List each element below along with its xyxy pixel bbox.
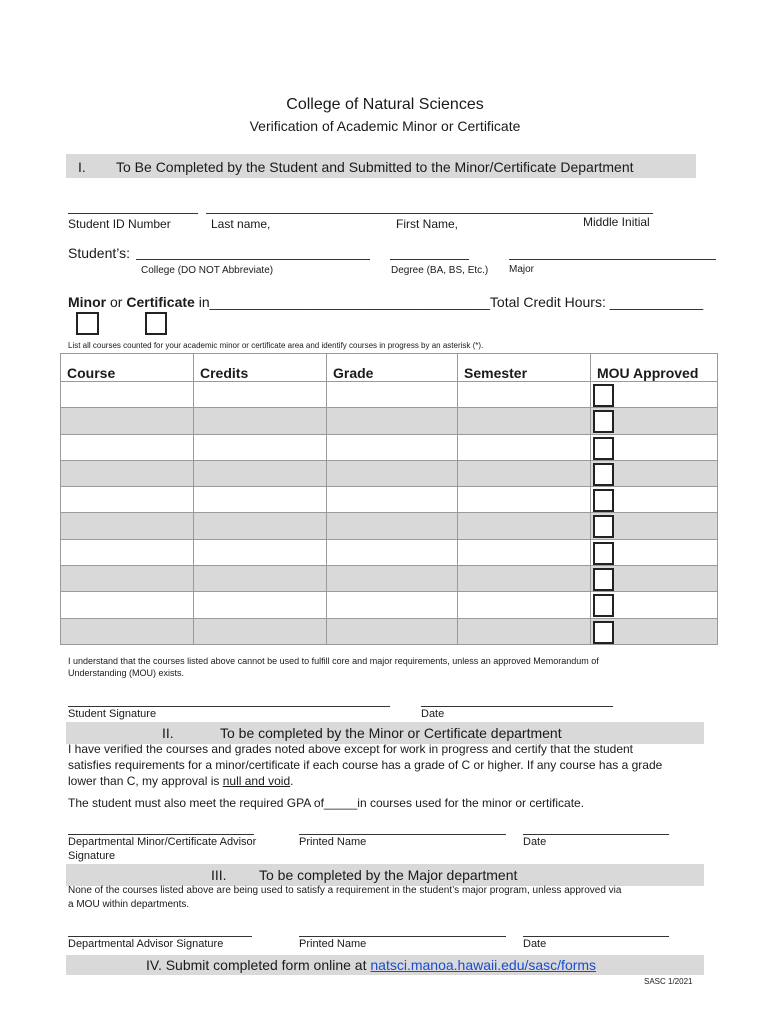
major-text-line-1: None of the courses listed above are being used to satisfy a requirement in the student’s major program, unless approved via	[68, 885, 622, 896]
semester-cell[interactable]	[458, 434, 591, 460]
courses-table	[60, 353, 718, 645]
course-cell[interactable]	[61, 566, 194, 592]
semester-cell[interactable]	[458, 566, 591, 592]
grade-cell[interactable]	[327, 566, 458, 592]
credits-cell[interactable]	[194, 408, 327, 434]
mou-checkbox[interactable]	[593, 437, 614, 460]
major-printed-name-label: Printed Name	[299, 938, 367, 950]
major-date-label: Date	[523, 938, 547, 950]
student-id-line[interactable]	[68, 213, 198, 214]
submit-form-link[interactable]: natsci.manoa.hawaii.edu/sasc/forms	[370, 957, 597, 973]
course-cell[interactable]	[61, 460, 194, 486]
mou-cell	[591, 487, 718, 513]
minor-printed-name-line[interactable]	[299, 834, 506, 835]
course-cell[interactable]	[61, 539, 194, 565]
middle-initial-label: Middle Initial	[583, 215, 650, 229]
mou-cell	[591, 434, 718, 460]
minor-certificate-line	[68, 294, 703, 310]
credits-cell[interactable]	[194, 460, 327, 486]
mou-checkbox[interactable]	[593, 384, 614, 407]
credits-cell[interactable]	[194, 566, 327, 592]
semester-cell[interactable]	[458, 513, 591, 539]
verify-text-line-1: I have verified the courses and grades noted above except for work in progress and certify that the student	[68, 742, 633, 756]
credits-cell[interactable]	[194, 434, 327, 460]
form-title: College of Natural Sciences	[286, 96, 484, 113]
semester-cell[interactable]	[458, 592, 591, 618]
table-row	[61, 618, 718, 644]
mou-checkbox[interactable]	[593, 594, 614, 617]
courses-header-row	[61, 354, 718, 382]
course-instructions: List all courses counted for your academic minor or certificate area and identify courses in progress by an asterisk (*).	[68, 341, 484, 350]
section-1-heading: To Be Completed by the Student and Submitted to the Minor/Certificate Department	[116, 159, 634, 175]
mou-cell	[591, 460, 718, 486]
mou-checkbox[interactable]	[593, 542, 614, 565]
col-credits: Credits	[194, 354, 327, 382]
verify-text-post: .	[290, 774, 294, 788]
understand-text-line-2: Understanding (MOU) exists.	[68, 668, 185, 678]
table-row	[61, 460, 718, 486]
grade-cell[interactable]	[327, 513, 458, 539]
major-text-line-2: a MOU within departments.	[68, 899, 190, 910]
mou-cell	[591, 539, 718, 565]
certificate-checkbox[interactable]	[145, 312, 167, 335]
verify-text-line-3	[68, 774, 293, 788]
credits-cell[interactable]	[194, 618, 327, 644]
grade-cell[interactable]	[327, 408, 458, 434]
minor-label: Minor	[68, 294, 107, 310]
college-line[interactable]	[136, 259, 370, 260]
college-label: College (DO NOT Abbreviate)	[141, 265, 274, 276]
col-mou-approved: MOU Approved	[591, 354, 718, 382]
table-row	[61, 487, 718, 513]
mou-cell	[591, 592, 718, 618]
minor-date-label: Date	[523, 836, 547, 848]
semester-cell[interactable]	[458, 487, 591, 513]
credits-cell[interactable]	[194, 513, 327, 539]
mou-cell	[591, 513, 718, 539]
degree-line[interactable]	[390, 259, 469, 260]
mou-checkbox[interactable]	[593, 515, 614, 538]
minor-advisor-label-2: Signature	[68, 850, 116, 862]
student-signature-line[interactable]	[68, 706, 390, 707]
or-text: or	[106, 294, 127, 310]
last-name-label: Last name,	[211, 217, 271, 231]
name-line[interactable]	[206, 213, 653, 214]
verify-text-line-2: satisfies requirements for a minor/certificate if each course has a grade of C or higher. If any course has a grade	[68, 758, 663, 772]
semester-cell[interactable]	[458, 460, 591, 486]
semester-cell[interactable]	[458, 539, 591, 565]
null-and-void-text: null and void	[222, 774, 291, 788]
form-subtitle: Verification of Academic Minor or Certificate	[249, 118, 521, 134]
section-3-heading: To be completed by the Major department	[259, 867, 518, 883]
student-signature-label: Student Signature	[68, 708, 157, 720]
students-label: Student’s:	[68, 245, 131, 261]
table-row	[61, 539, 718, 565]
grade-cell[interactable]	[327, 592, 458, 618]
mou-checkbox[interactable]	[593, 489, 614, 512]
mou-checkbox[interactable]	[593, 568, 614, 591]
mou-checkbox[interactable]	[593, 621, 614, 644]
minor-advisor-signature-line[interactable]	[68, 834, 254, 835]
course-cell[interactable]	[61, 487, 194, 513]
section-4-line	[146, 957, 596, 973]
credits-cell[interactable]	[194, 539, 327, 565]
minor-advisor-label-1: Departmental Minor/Certificate Advisor	[68, 836, 257, 848]
grade-cell[interactable]	[327, 618, 458, 644]
minor-checkbox[interactable]	[76, 312, 99, 335]
minor-date-line[interactable]	[523, 834, 669, 835]
course-cell[interactable]	[61, 513, 194, 539]
section-1-number: I.	[78, 159, 86, 175]
col-grade: Grade	[327, 354, 458, 382]
student-id-label: Student ID Number	[68, 217, 171, 231]
course-cell[interactable]	[61, 592, 194, 618]
semester-cell[interactable]	[458, 408, 591, 434]
table-row	[61, 592, 718, 618]
major-advisor-label: Departmental Advisor Signature	[68, 938, 224, 950]
certificate-label: Certificate	[126, 294, 195, 310]
grade-cell[interactable]	[327, 382, 458, 408]
student-date-label: Date	[421, 708, 445, 720]
semester-cell[interactable]	[458, 618, 591, 644]
grade-cell[interactable]	[327, 460, 458, 486]
understand-text-line-1: I understand that the courses listed above cannot be used to fulfill core and major requirements, unless an approved Memorandum of	[68, 656, 599, 666]
major-date-line[interactable]	[523, 936, 669, 937]
course-cell[interactable]	[61, 382, 194, 408]
mou-cell	[591, 618, 718, 644]
major-label: Major	[509, 264, 535, 275]
first-name-label: First Name,	[396, 217, 459, 231]
mou-cell	[591, 408, 718, 434]
degree-label: Degree (BA, BS, Etc.)	[391, 265, 489, 276]
minor-printed-name-label: Printed Name	[299, 836, 367, 848]
section-2-number: II.	[162, 725, 174, 741]
section-2-heading: To be completed by the Minor or Certificate department	[220, 725, 562, 741]
semester-cell[interactable]	[458, 382, 591, 408]
credits-cell[interactable]	[194, 592, 327, 618]
form-version-code: SASC 1/2021	[644, 977, 693, 986]
major-line[interactable]	[509, 259, 716, 260]
total-credit-hours[interactable]: Total Credit Hours: ____________	[489, 294, 704, 310]
grade-cell[interactable]	[327, 434, 458, 460]
grade-cell[interactable]	[327, 539, 458, 565]
course-cell[interactable]	[61, 408, 194, 434]
col-course: Course	[61, 354, 194, 382]
student-date-line[interactable]	[421, 706, 613, 707]
section-4-heading: IV. Submit completed form online at	[146, 957, 371, 973]
section-3-number: III.	[211, 867, 227, 883]
table-row	[61, 408, 718, 434]
mou-checkbox[interactable]	[593, 463, 614, 486]
mou-checkbox[interactable]	[593, 410, 614, 433]
gpa-requirement-text: The student must also meet the required GPA of_____in courses used for the minor or certificate.	[68, 796, 585, 810]
mou-cell	[591, 382, 718, 408]
grade-cell[interactable]	[327, 487, 458, 513]
minor-in-field[interactable]: in____________________________________	[194, 294, 490, 310]
table-row	[61, 434, 718, 460]
credits-cell[interactable]	[194, 382, 327, 408]
credits-cell[interactable]	[194, 487, 327, 513]
verify-text-pre: lower than C, my approval is	[68, 774, 223, 788]
table-row	[61, 566, 718, 592]
course-cell[interactable]	[61, 618, 194, 644]
major-printed-name-line[interactable]	[299, 936, 506, 937]
mou-cell	[591, 566, 718, 592]
course-cell[interactable]	[61, 434, 194, 460]
table-row	[61, 513, 718, 539]
major-advisor-signature-line[interactable]	[68, 936, 252, 937]
table-row	[61, 382, 718, 408]
col-semester: Semester	[458, 354, 591, 382]
